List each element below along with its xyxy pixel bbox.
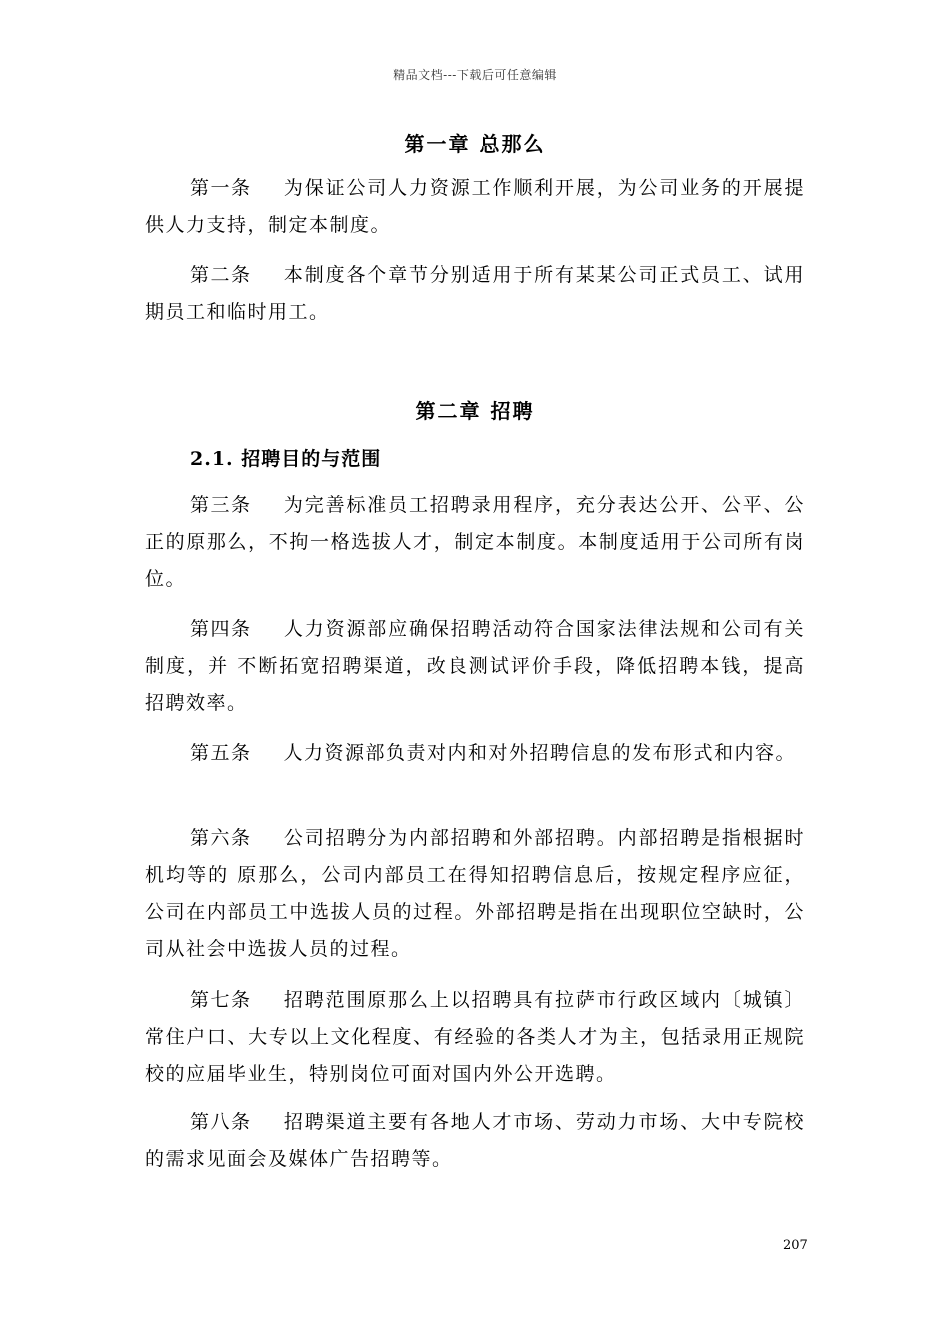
article-number: 第八条 bbox=[190, 1111, 252, 1133]
article-5 bbox=[145, 735, 805, 772]
article-number: 第五条 bbox=[190, 742, 252, 764]
article-1 bbox=[145, 170, 805, 244]
article-number: 第三条 bbox=[190, 494, 252, 516]
article-text: 人力资源部应确保招聘活动符合国家法律法规和公司有关制度，并 不断拓宽招聘渠道，改良测试评价手段，降低招聘本钱，提高招聘效率。 bbox=[145, 618, 805, 714]
article-number: 第六条 bbox=[190, 827, 252, 849]
article-number: 第七条 bbox=[190, 989, 252, 1011]
article-number: 第四条 bbox=[190, 618, 252, 640]
article-2 bbox=[145, 257, 805, 331]
article-text: 公司招聘分为内部招聘和外部招聘。内部招聘是指根据时机均等的 原那么，公司内部员工在得知招聘信息后，按规定程序应征，公司在内部员工中选拔人员的过程。外部招聘是指在出现职位空缺时，公司从社会中选拔人员的过程。 bbox=[145, 827, 805, 960]
section-2-1-title: 2.1. 招聘目的与范围 bbox=[190, 448, 382, 470]
article-6 bbox=[145, 820, 805, 968]
page-number: 207 bbox=[783, 1238, 808, 1253]
article-text: 为完善标准员工招聘录用程序，充分表达公开、公平、公正的原那么，不拘一格选拔人才，制定本制度。本制度适用于公司所有岗位。 bbox=[145, 494, 805, 590]
page-header: 精品文档---下载后可任意编辑 bbox=[393, 68, 557, 82]
article-text: 本制度各个章节分别适用于所有某某公司正式员工、试用期员工和临时用工。 bbox=[145, 264, 805, 323]
article-text: 为保证公司人力资源工作顺利开展，为公司业务的开展提供人力支持，制定本制度。 bbox=[145, 177, 805, 236]
chapter-2-title: 第二章 招聘 bbox=[415, 399, 535, 423]
article-text: 人力资源部负责对内和对外招聘信息的发布形式和内容。 bbox=[283, 742, 797, 764]
article-text: 招聘渠道主要有各地人才市场、劳动力市场、大中专院校的需求见面会及媒体广告招聘等。 bbox=[145, 1111, 805, 1170]
article-7 bbox=[145, 982, 805, 1093]
article-3 bbox=[145, 487, 805, 598]
article-text: 招聘范围原那么上以招聘具有拉萨市行政区域内〔城镇〕常住户口、大专以上文化程度、有经验的各类人才为主，包括录用正规院校的应届毕业生，特别岗位可面对国内外公开选聘。 bbox=[145, 989, 805, 1085]
article-number: 第二条 bbox=[190, 264, 252, 286]
chapter-1-title: 第一章 总那么 bbox=[404, 132, 546, 156]
article-number: 第一条 bbox=[190, 177, 252, 199]
article-4 bbox=[145, 611, 805, 722]
article-8 bbox=[145, 1104, 805, 1178]
